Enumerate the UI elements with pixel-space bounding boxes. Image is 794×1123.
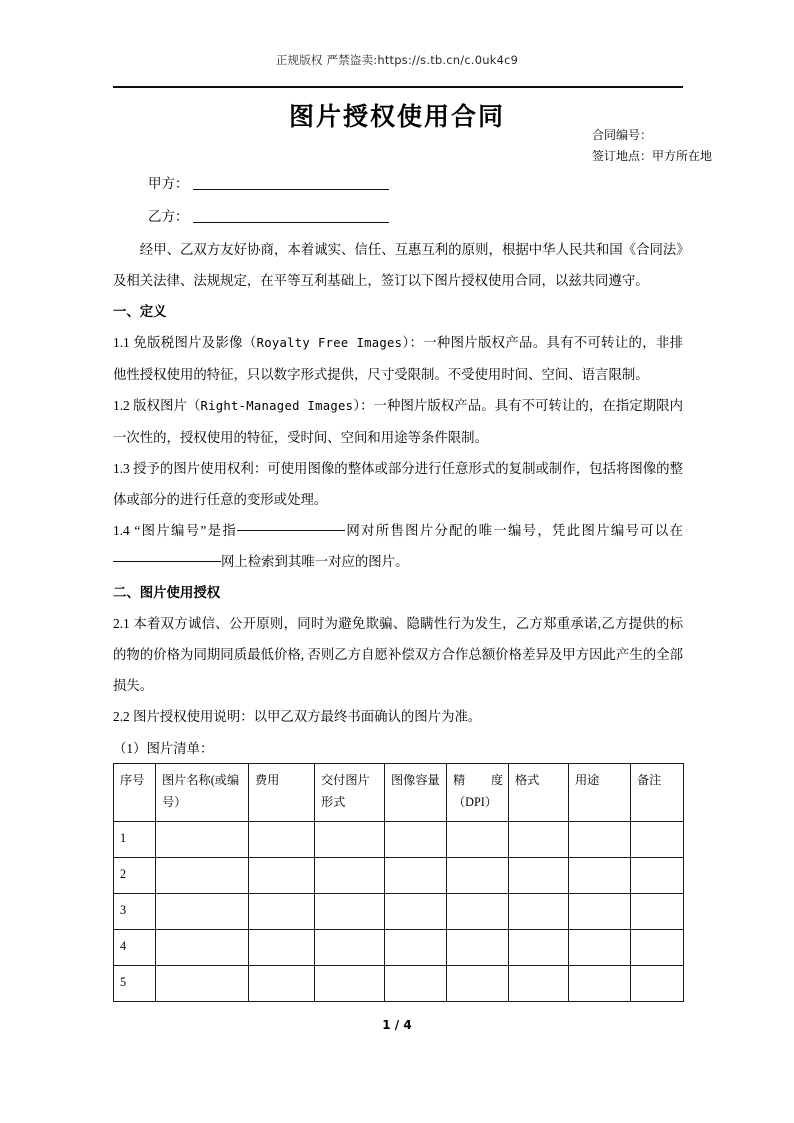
clause-1-3: 1.3 授予的图片使用权利：可使用图像的整体或部分进行任意形式的复制或制作，包括将图像的整体或部分的进行任意的变形或处理。 (113, 461, 683, 507)
cell-image-capacity[interactable] (385, 930, 447, 966)
clause-2-2: 2.2 图片授权使用说明：以甲乙双方最终书面确认的图片为准。 (113, 709, 482, 724)
cell-resolution[interactable] (447, 930, 509, 966)
image-site-blank-2[interactable] (113, 560, 159, 562)
preamble-paragraph: 经甲、乙双方友好协商，本着诚实、信任、互惠互利的原则，根据中华人民共和国《合同法》及相关法律、法规规定，在平等互利基础上，签订以下图片授权使用合同，以兹共同遵守。 (113, 242, 683, 288)
table-row (114, 930, 684, 966)
signing-place-label: 签订地点：甲方所在地 (591, 149, 712, 163)
clause-1-2 (113, 390, 683, 453)
cell-image-name[interactable] (156, 822, 249, 858)
table-header-image-capacity: 图像容量 (385, 764, 447, 822)
table-header-row (114, 764, 684, 822)
cell-usage[interactable] (569, 930, 631, 966)
section-two-heading: 二、图片使用授权 (113, 585, 221, 600)
clause-1-4-part-b: 网对所售图片分配的唯一编号，凭此图片编号可以在 (345, 523, 683, 538)
cell-fee[interactable] (249, 966, 315, 1002)
cell-index: 4 (114, 930, 156, 966)
party-b-line (148, 205, 389, 225)
cell-format[interactable] (509, 930, 569, 966)
cell-resolution[interactable] (447, 822, 509, 858)
resolution-unit: （DPI） (453, 795, 498, 809)
cell-remark[interactable] (631, 966, 684, 1002)
image-list-label: （1）图片清单： (113, 741, 214, 756)
cell-usage[interactable] (569, 822, 631, 858)
image-site-blank-3[interactable] (159, 560, 221, 562)
cell-image-capacity[interactable] (385, 858, 447, 894)
cell-fee[interactable] (249, 894, 315, 930)
contract-body (113, 234, 683, 732)
resolution-label-left: 精 (453, 773, 466, 787)
section-one-heading: 一、定义 (113, 304, 167, 319)
clause-1-2-suffix: ）：一种图片版权产品。具有不可转让的，在指定期限内一次性的，授权使用的特征，受时间、空间和用途等条件限制。 (113, 398, 683, 445)
cell-index: 3 (114, 894, 156, 930)
cell-format[interactable] (509, 858, 569, 894)
cell-image-name[interactable] (156, 858, 249, 894)
cell-index: 5 (114, 966, 156, 1002)
cell-remark[interactable] (631, 822, 684, 858)
clause-1-4-part-c: 网上检索到其唯一对应的图片。 (221, 554, 409, 569)
cell-index: 2 (114, 858, 156, 894)
cell-format[interactable] (509, 894, 569, 930)
cell-remark[interactable] (631, 894, 684, 930)
image-list-table (113, 763, 684, 1002)
page-number: 1 / 4 (382, 1018, 412, 1032)
cell-remark[interactable] (631, 930, 684, 966)
cell-image-name[interactable] (156, 966, 249, 1002)
cell-image-name[interactable] (156, 930, 249, 966)
table-header-resolution (447, 764, 509, 822)
party-a-line (148, 172, 389, 192)
table-header-usage: 用途 (569, 764, 631, 822)
cell-image-capacity[interactable] (385, 966, 447, 1002)
table-header-format: 格式 (509, 764, 569, 822)
cell-delivery-form[interactable] (315, 966, 385, 1002)
cell-image-capacity[interactable] (385, 894, 447, 930)
cell-resolution[interactable] (447, 966, 509, 1002)
clause-1-1-suffix: ）：一种图片版权产品。具有不可转让的，非排他性授权使用的特征，只以数字形式提供，尺寸受限制。不受使用时间、空间、语言限制。 (113, 335, 683, 382)
cell-image-name[interactable] (156, 894, 249, 930)
cell-resolution[interactable] (447, 894, 509, 930)
clause-1-2-latin-term: Right-Managed Images (200, 399, 354, 413)
clause-1-1 (113, 327, 683, 390)
table-header-image-name: 图片名称(或编号） (156, 764, 249, 822)
page-title: 图片授权使用合同 (288, 102, 505, 131)
resolution-label-right: 度 (490, 773, 503, 787)
clause-1-1-prefix: 1.1 免版税图片及影像（ (113, 335, 257, 350)
clause-2-1: 2.1 本着双方诚信、公开原则，同时为避免欺骗、隐瞒性行为发生，乙方郑重承诺,乙方提供的标的物的价格为同期同质最低价格, 否则乙方自愿补偿双方合作总额价格差异及甲方因此产生的全部损失。 (113, 616, 683, 693)
cell-delivery-form[interactable] (315, 894, 385, 930)
cell-fee[interactable] (249, 858, 315, 894)
table-row (114, 858, 684, 894)
clause-1-1-latin-term: Royalty Free Images (256, 336, 403, 350)
contract-meta (592, 125, 712, 167)
party-a-blank[interactable] (193, 176, 389, 190)
contract-number-label: 合同编号： (591, 128, 652, 142)
resolution-top-line (453, 769, 503, 791)
cell-delivery-form[interactable] (315, 822, 385, 858)
clause-1-4-part-a: 1.4 “图片编号”是指 (113, 523, 238, 538)
cell-fee[interactable] (249, 822, 315, 858)
table-row (114, 822, 684, 858)
cell-delivery-form[interactable] (315, 930, 385, 966)
table-header-index: 序号 (114, 764, 156, 822)
cell-usage[interactable] (569, 894, 631, 930)
cell-format[interactable] (509, 822, 569, 858)
cell-fee[interactable] (249, 930, 315, 966)
cell-remark[interactable] (631, 858, 684, 894)
table-row (114, 966, 684, 1002)
table-header-fee: 费用 (249, 764, 315, 822)
cell-image-capacity[interactable] (385, 822, 447, 858)
image-site-blank-1[interactable] (237, 529, 345, 531)
cell-format[interactable] (509, 966, 569, 1002)
cell-delivery-form[interactable] (315, 858, 385, 894)
table-header-remark: 备注 (631, 764, 684, 822)
cell-usage[interactable] (569, 966, 631, 1002)
cell-usage[interactable] (569, 858, 631, 894)
table-row (114, 894, 684, 930)
header-rule (113, 86, 683, 88)
clause-1-2-prefix: 1.2 版权图片（ (113, 398, 201, 413)
party-b-blank[interactable] (193, 209, 389, 223)
cell-index: 1 (114, 822, 156, 858)
party-a-label: 甲方： (148, 176, 189, 191)
clause-1-4 (113, 515, 683, 577)
copyright-notice: 正规版权 严禁盗卖:https://s.tb.cn/c.0uk4c9 (275, 53, 519, 67)
party-b-label: 乙方： (148, 209, 189, 224)
table-header-delivery-form: 交付图片形式 (315, 764, 385, 822)
cell-resolution[interactable] (447, 858, 509, 894)
